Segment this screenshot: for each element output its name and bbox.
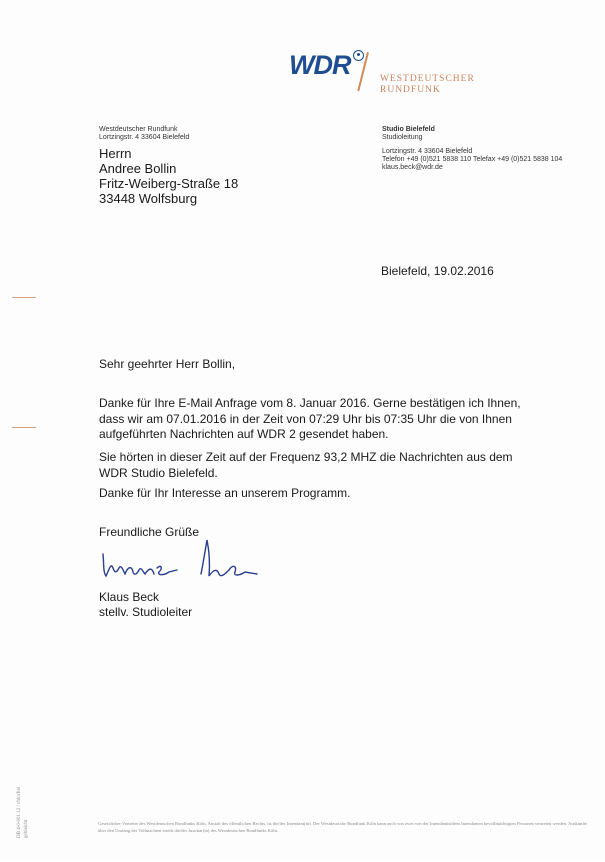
wdr-logo-dot-icon — [357, 53, 360, 56]
letter-closing: Freundliche Grüße — [99, 525, 200, 539]
studio-email: klaus.beck@wdr.de — [382, 164, 443, 171]
signer-title: stellv. Studioleiter — [99, 605, 193, 619]
logo-wordmark-line2: RUNDFUNK — [380, 85, 441, 95]
letter-greeting: Sehr geehrter Herr Bollin, — [99, 357, 236, 371]
sender-name: Westdeutscher Rundfunk — [99, 126, 178, 133]
letter-date: Bielefeld, 19.02.2016 — [381, 264, 494, 278]
studio-department: Studioleitung — [382, 134, 423, 141]
side-note-container — [16, 786, 76, 862]
studio-phone: Telefon +49 (0)521 5838 110 Telefax +49 (0)521 5838 104 — [382, 156, 563, 163]
logo-wordmark-line1: WESTDEUTSCHER — [380, 74, 475, 84]
recipient-city: 33448 Wolfsburg — [99, 191, 198, 206]
recipient-street: Fritz-Weiberg-Straße 18 — [99, 176, 239, 191]
fold-mark-top — [12, 297, 36, 298]
signer-name: Klaus Beck — [99, 590, 160, 604]
fold-mark-middle — [12, 427, 36, 428]
legal-footer: Gesetzlicher Vertreter des Westdeutschen Rundfunks Köln, Anstalt des öffentlichen Rechts, ist die/der Intendant(in). Der Westdeutsche Rundfunk Köln kann auch von zwei von der Intendantin/dem Intendanten bevollmächtigten Personen vertreten werden. Auskünfte über den Umfang der Vollmachten erteilt die/der Justitiar(in) des Westdeutschen Rundfunks Köln. — [98, 821, 588, 833]
studio-title: Studio Bielefeld — [382, 126, 435, 133]
letter-paragraph-1: Danke für Ihre E-Mail Anfrage vom 8. Januar 2016. Gerne bestätigen ich Ihnen, dass wir am 07.01.2016 in der Zeit von 07:29 Uhr bis 07:35 Uhr die von Ihnen aufgeführten Nachrichten auf WDR 2 gesendet haben. — [99, 396, 521, 441]
letter-paragraph-2: Sie hörten in dieser Zeit auf der Frequenz 93,2 MHZ die Nachrichten aus dem WDR Studio Bielefeld. — [99, 450, 513, 480]
handwritten-signature — [97, 534, 267, 586]
studio-address: Lortzingstr. 4 33604 Bielefeld — [382, 148, 473, 155]
wdr-logo-mark: WDR — [289, 50, 351, 80]
logo-wordmark — [380, 74, 475, 96]
recipient-name: Andree Bollin — [99, 161, 177, 176]
letter-paragraph-3: Danke für Ihr Interesse an unserem Programm. — [99, 486, 351, 500]
paper-side-note: DB 4-0-001 12 / chlorfrei gebleicht — [17, 786, 29, 838]
recipient-salutation: Herrn — [99, 146, 132, 161]
sender-address: Lortzingstr. 4 33604 Bielefeld — [99, 134, 190, 141]
